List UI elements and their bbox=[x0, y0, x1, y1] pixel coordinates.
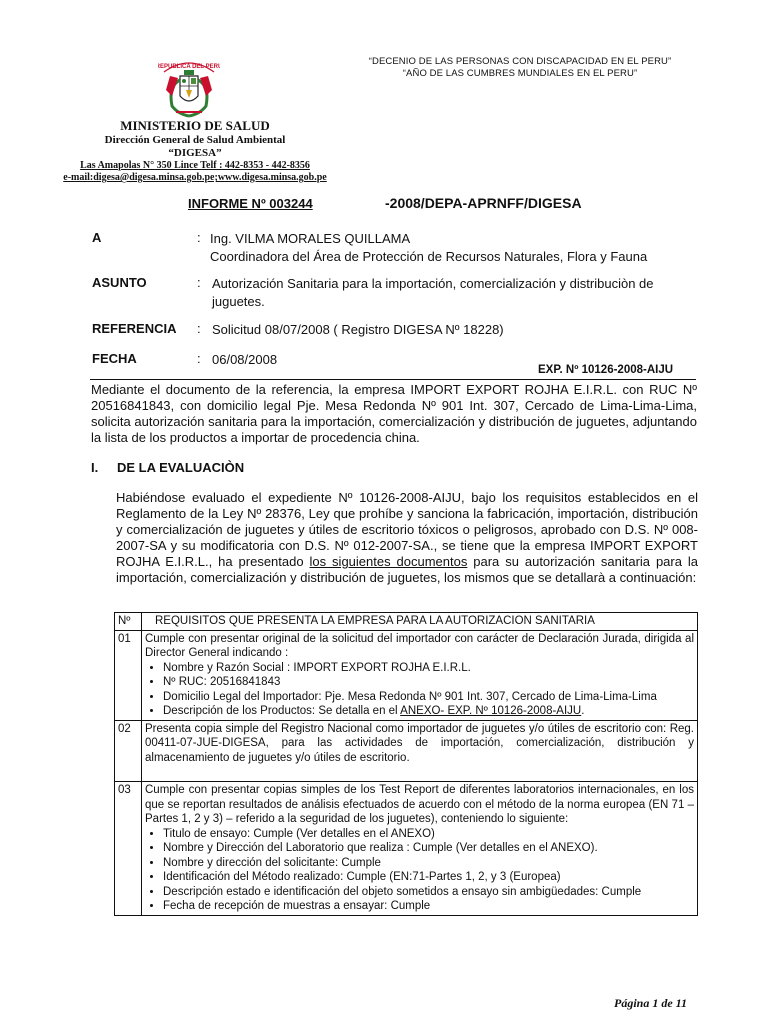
table-header-row bbox=[115, 613, 698, 631]
table-row bbox=[115, 720, 698, 782]
list-item: • Domicilio Legal del Importador: Pje. Mesa Redonda Nº 901 Int. 307, Cercado de Lima-Lima-Lima bbox=[163, 690, 694, 705]
field-fecha-value: 06/08/2008 bbox=[212, 352, 278, 367]
evaluation-text-1: Habiéndose evaluado el expediente Nº 10126-2008-AIJU, bajo los requisitos establecidos en el Reglamento de la Ley Nº 28376, Ley que prohíbe y sanciona la fabricación, importación, distribución y comercialización de juguetes y útiles de escritorio tóxicos o peligrosos, aprobado con D.S. Nº 008-2007-SA y su modificatoria con D.S. Nº 012-2007-SA., se tiene que la empresa IMPORT EXPORT ROJHA E.I.R.L., ha presentado bbox=[116, 490, 698, 569]
list-item: • Titulo de ensayo: Cumple (Ver detalles en el ANEXO) bbox=[163, 827, 694, 842]
page-number: Página 1 de 11 bbox=[614, 996, 688, 1010]
field-a-label: A bbox=[92, 230, 102, 245]
bullet-text: Descripción de los Productos: Se detalla en el bbox=[163, 705, 401, 717]
field-asunto-value bbox=[212, 275, 702, 311]
header-num: Nº bbox=[115, 613, 142, 631]
recipient-title: Coordinadora del Área de Protección de Recursos Naturales, Flora y Fauna bbox=[210, 249, 648, 264]
field-fecha-label: FECHA bbox=[92, 351, 137, 366]
bullet-list bbox=[145, 661, 694, 719]
field-a-colon: : bbox=[197, 230, 201, 245]
section-number: I. bbox=[91, 460, 99, 475]
row-num: 02 bbox=[115, 720, 142, 782]
field-fecha-colon: : bbox=[197, 351, 201, 366]
svg-text:REPUBLICA DEL PERU: REPUBLICA DEL PERU bbox=[158, 64, 220, 70]
row-desc bbox=[142, 782, 698, 916]
address-line: Las Amapolas N° 350 Lince Telf : 442-8353 - 442-8356 bbox=[80, 160, 310, 171]
section-title: DE LA EVALUACIÒN bbox=[117, 460, 245, 475]
direccion-general: Dirección General de Salud Ambiental bbox=[104, 134, 286, 146]
list-item: • Descripción estado e identificación del objeto sometidos a ensayo sin ambigüedades: Cumple bbox=[163, 885, 694, 900]
anexo-link[interactable]: ANEXO- EXP. Nº 10126-2008-AIJU bbox=[400, 705, 582, 717]
list-item: • Nombre y Dirección del Laboratorio que realiza : Cumple (Ver detalles en el ANEXO). bbox=[163, 841, 694, 856]
evaluation-paragraph bbox=[116, 490, 698, 586]
decenio-header bbox=[320, 56, 720, 80]
decenio-line-2: “AÑO DE LAS CUMBRES MUNDIALES EN EL PERU” bbox=[402, 68, 638, 79]
row-text: Presenta copia simple del Registro Nacional como importador de juguetes y/o útiles de escritorio con: Reg. 00411-07-JUE-DIGESA, para las actividades de importación, comercialización, distribución y almacenamiento de juguetes y/o útiles de escritorio. bbox=[145, 722, 694, 764]
list-item: • Fecha de recepción de muestras a ensayar: Cumple bbox=[163, 899, 694, 914]
peru-coat-of-arms-icon bbox=[158, 56, 220, 122]
bullet-list bbox=[145, 827, 694, 914]
header-title bbox=[142, 613, 698, 631]
table-row bbox=[115, 782, 698, 916]
recipient-name: Ing. VILMA MORALES QUILLAMA bbox=[210, 231, 411, 246]
ministerio-title: MINISTERIO DE SALUD bbox=[120, 118, 270, 133]
row-desc bbox=[142, 630, 698, 720]
row-desc bbox=[142, 720, 698, 782]
intro-paragraph: Mediante el documento de la referencia, la empresa IMPORT EXPORT ROJHA E.I.R.L. con RUC Nº 20516841843, con domicilio legal Pje. Mesa Redonda Nº 901 Int. 307, Cercado de Lima-Lima-Lima, solicita autorización sanitaria para la importación, comercialización y distribución de juguetes, adjuntando la lista de los productos a importar de procedencia china. bbox=[91, 382, 697, 445]
asunto-line-2: juguetes. bbox=[212, 294, 265, 309]
contact-line: e-mail:digesa@digesa.minsa.gob.pe;www.digesa.minsa.gob.pe bbox=[63, 172, 327, 183]
row-num: 03 bbox=[115, 782, 142, 916]
asunto-line-1: Autorización Sanitaria para la importación, comercialización y distribuciòn de bbox=[212, 276, 654, 291]
row-text: Cumple con presentar copias simples de los Test Report de diferentes laboratorios internacionales, en los que se reportan resultados de análisis efectuados de acuerdo con el método de la norma europea (EN 71 – Partes 1, 2 y 3) – referido a la seguridad de los juguetes), conteniendo lo siguiente: bbox=[145, 784, 694, 825]
list-item: • Identificación del Método realizado: Cumple (EN:71-Partes 1, 2, y 3 (Europea) bbox=[163, 870, 694, 885]
row-num: 01 bbox=[115, 630, 142, 720]
requirements-table bbox=[114, 612, 698, 916]
field-asunto-label: ASUNTO bbox=[92, 275, 147, 290]
header-title-text: REQUISITOS QUE PRESENTA LA EMPRESA PARA LA AUTORIZACION SANITARIA bbox=[155, 615, 595, 627]
table-row bbox=[115, 630, 698, 720]
evaluation-underlined: los siguientes documentos bbox=[309, 554, 468, 569]
field-referencia-value: Solicitud 08/07/2008 ( Registro DIGESA Nº 18228) bbox=[212, 322, 504, 337]
evaluation-text-2: para su autorización sanitaria para la importación, comercialización y distribución de juguetes, los mismos que se detallarà a continuación: bbox=[116, 554, 699, 585]
divider bbox=[90, 379, 696, 380]
list-item bbox=[163, 704, 694, 719]
list-item: • Nombre y Razón Social : IMPORT EXPORT ROJHA E.I.R.L. bbox=[163, 661, 694, 676]
list-item: • Nombre y dirección del solicitante: Cumple bbox=[163, 856, 694, 871]
expediente-number: EXP. Nº 10126-2008-AIJU bbox=[538, 364, 674, 376]
informe-code: -2008/DEPA-APRNFF/DIGESA bbox=[385, 195, 582, 211]
field-referencia-colon: : bbox=[197, 321, 201, 336]
field-a-value bbox=[210, 230, 700, 266]
field-referencia-label: REFERENCIA bbox=[92, 321, 177, 336]
informe-number: INFORME Nº 003244 bbox=[188, 196, 313, 211]
organization-block bbox=[30, 118, 360, 184]
bullet-text-end: . bbox=[581, 705, 585, 717]
decenio-line-1: “DECENIO DE LAS PERSONAS CON DISCAPACIDAD EN EL PERU” bbox=[368, 56, 672, 67]
digesa-name: “DIGESA” bbox=[168, 147, 222, 159]
row-text: Cumple con presentar original de la solicitud del importador con carácter de Declaración Jurada, dirigida al Director General indicando : bbox=[145, 632, 694, 659]
list-item: • Nº RUC: 20516841843 bbox=[163, 675, 694, 690]
field-asunto-colon: : bbox=[197, 275, 201, 290]
